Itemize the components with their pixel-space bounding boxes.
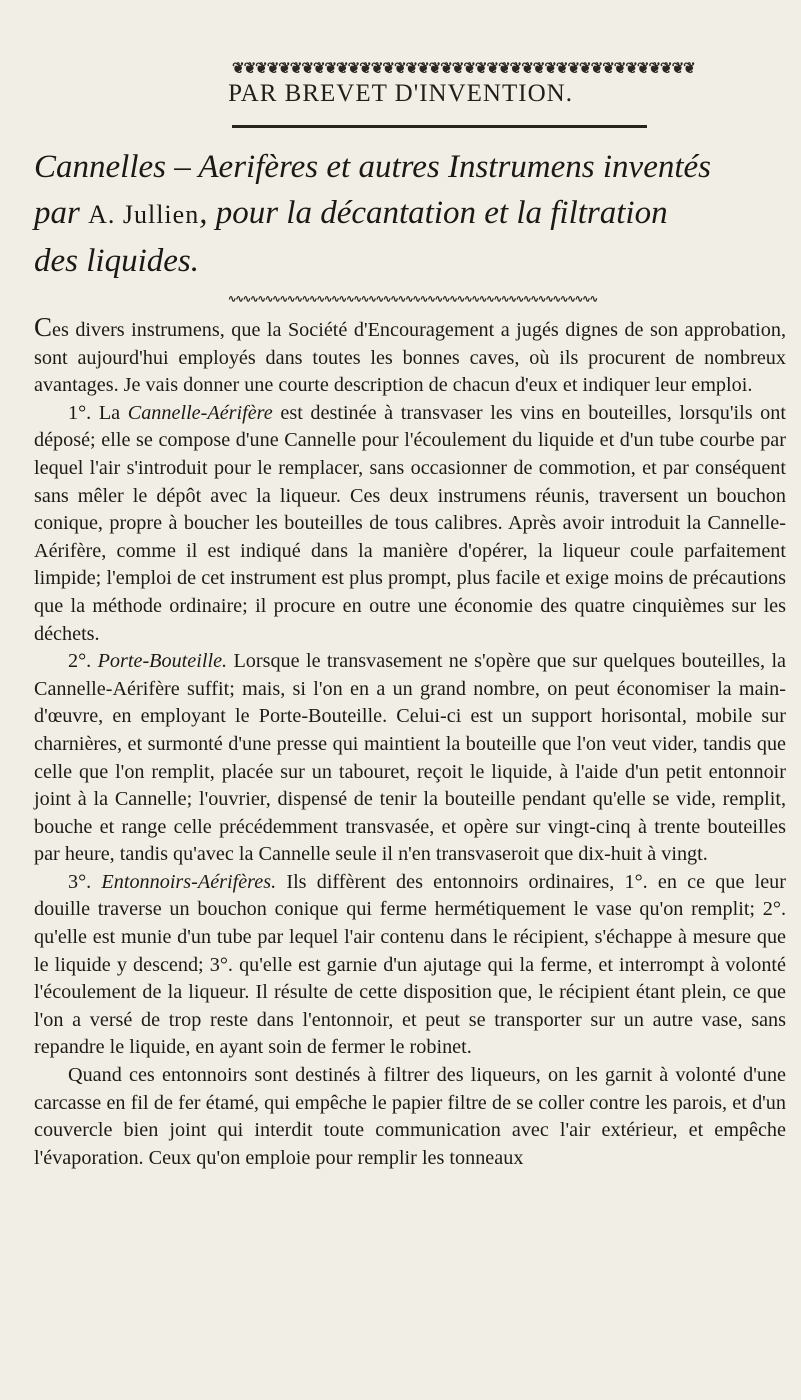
drop-cap: C	[34, 312, 53, 342]
title-par: par	[34, 195, 80, 231]
paragraph-cannelle: 1°. La Cannelle-Aérifère est destinée à transvaser les vins en bouteilles, lorsqu'ils ont déposé; elle se compose d'une Cannelle pour l'écoulement du liquide et d'un tube courbe par lequel l'air s'introduit pour le remplacer, sans occasionner de commotion, et par conséquent sans mêler le dépôt avec la liqueur. Ces deux instrumens réunis, traversent un bouchon conique, propre à boucher les bouteilles de tous calibres. Après avoir introduit la Cannelle-Aérifère, comme il est indiqué dans la manière d'opérer, la liqueur coule parfaitement limpide; l'emploi de cet instrument est plus prompt, plus facile et exige moins de précautions que la méthode ordinaire; il procure en outre une économie des quatre cinquièmes sur les déchets.	[34, 401, 786, 645]
paragraph-filtration: Quand ces entonnoirs sont destinés à filtrer des liqueurs, on les garnit à volonté d'une carcasse en fil de fer étamé, qui empêche le papier filtre de se coller contre les parois, et d'un couvercle bien joint qui interdit toute communication avec l'air extérieur, et empêche l'évaporation. Ceux qu'on emploie pour remplir les tonneaux	[34, 1064, 786, 1169]
title-line-1: Cannelles – Aerifères et autres Instrumens inventés	[34, 149, 711, 185]
term-cannelle-aerifere: Cannelle-Aérifère	[127, 401, 273, 424]
paragraph-intro: Ces divers instrumens, que la Société d'Encouragement a jugés dignes de son approbation, sont aujourd'hui employés dans toutes les bonnes caves, où ils procurent de nombreux avantages. Je vais donner une courte description de chacun d'eux et indiquer leur emploi.	[34, 312, 786, 397]
title-author: A. Jullien	[88, 200, 200, 229]
title-rule	[232, 125, 647, 128]
ornament-divider: ∿∿∿∿∿∿∿∿∿∿∿∿∿∿∿∿∿∿∿∿∿∿∿∿∿∿∿∿∿∿∿∿∿∿∿∿∿∿∿∿∿∿∿∿∿∿∿∿∿∿	[228, 294, 597, 305]
paragraph-entonnoirs: 3°. Entonnoirs-Aérifères. Ils diffèrent des entonnoirs ordinaires, 1°. en ce que leur douille traverse un bouchon conique qui ferme hermétiquement le vase qu'on remplit; 2°. qu'elle est munie d'un tube par lequel l'air contenu dans le récipient, s'échappe à mesure que le liquide y descend; 3°. qu'elle est garnie d'un ajutage qui la ferme, et interrompt à volonté l'écoulement de la liqueur. Il résulte de cette disposition que, le récipient étant plein, ce que l'on a versé de trop reste dans l'entonnoir, et peut se transporter sur un autre vase, sans repandre le liquide, en ayant soin de fermer le robinet.	[34, 870, 786, 1059]
decorative-border: ❦❦❦❦❦❦❦❦❦❦❦❦❦❦❦❦❦❦❦❦❦❦❦❦❦❦❦❦❦❦❦❦❦❦❦❦❦❦❦❦	[232, 59, 695, 77]
body-text	[34, 314, 786, 1172]
paragraph-porte-bouteille: 2°. Porte-Bouteille. Lorsque le transvasement ne s'opère que sur quelques bouteilles, la Cannelle-Aérifère suffit; mais, si l'on en a un grand nombre, on peut économiser la main-d'œuvre, en employant le Porte-Bouteille. Celui-ci est un support horisontal, mobile sur charnières, et surmonté d'une presse qui maintient la bouteille que l'on veut vider, tandis que celle que l'on remplit, placée sur un tabouret, reçoit le liquide, à l'aide d'un petit entonnoir joint à la Cannelle; l'ouvrier, dispensé de tenir la bouteille pendant qu'elle se vide, remplit, bouche et range celle précédemment transvasée, et opère sur vingt-cinq à trente bouteilles par heure, tandis qu'avec la Cannelle seule il n'en transvaseroit que dix-huit à vingt.	[34, 650, 787, 866]
title-line-3: des liquides.	[34, 243, 199, 279]
term-entonnoirs-aeriferes: Entonnoirs-Aérifères.	[101, 870, 277, 893]
title-line-2: , pour la décantation et la filtration	[199, 195, 668, 231]
running-head: PAR BREVET D'INVENTION.	[228, 80, 573, 107]
article-title	[34, 144, 779, 284]
term-porte-bouteille: Porte-Bouteille.	[97, 650, 228, 673]
